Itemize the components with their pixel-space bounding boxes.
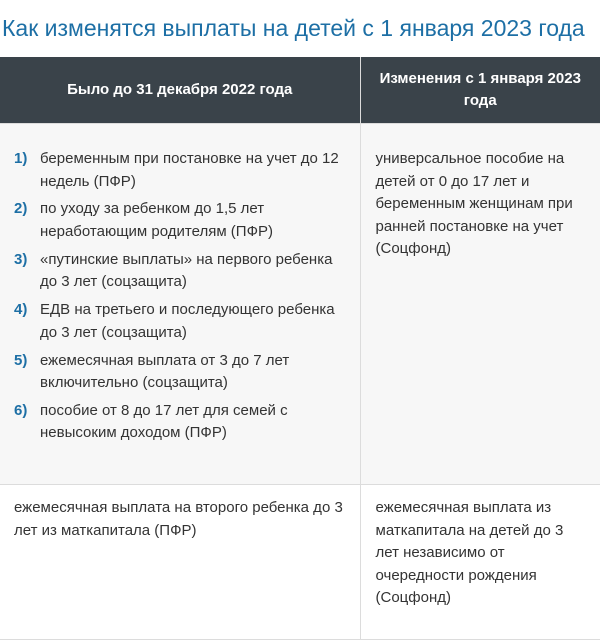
table-header-row [0,57,600,124]
list-item-text: по уходу за ребенком до 1,5 лет неработающим родителям (ПФР) [40,200,273,240]
list-item [14,148,350,193]
list-item-text: «путинские выплаты» на первого ребенка до 3 лет (соцзащита) [40,250,333,291]
cell-after-matcapital: ежемесячная выплата из маткапитала на детей до 3 лет независимо от очередности рождения (Соцфонд) [360,485,600,640]
list-item [14,350,350,395]
table-row [0,124,600,485]
page-title: Как изменятся выплаты на детей с 1 января 2023 года [2,15,585,41]
list-item [14,249,350,294]
list-item-text: ежемесячная выплата от 3 до 7 лет включительно (соцзащита) [40,351,290,392]
list-item-number: 2) [14,200,28,218]
list-item-text: пособие от 8 до 17 лет для семей с невысоким доходом (ПФР) [40,401,288,442]
list-item-number: 1) [14,150,28,167]
header-after: Изменения с 1 января 2023 года [360,57,600,124]
benefits-list [14,148,350,445]
list-item-number: 3) [14,250,28,268]
list-item-number: 4) [14,301,28,319]
list-item [14,400,350,445]
list-item [14,299,350,344]
table-row [0,485,600,640]
cell-after-universal: универсальное пособие на детей от 0 до 17 лет и беременным женщинам при ранней постановке на учет (Соцфонд) [360,124,600,485]
list-item [14,198,350,243]
list-item-text: беременным при постановке на учет до 12 недель (ПФР) [40,150,339,190]
list-item-number: 5) [14,351,28,369]
list-item-text: ЕДВ на третьего и последующего ребенка до 3 лет (соцзащита) [40,301,335,341]
benefits-comparison-table [0,57,600,640]
list-item-number: 6) [14,401,28,419]
cell-before-list [0,124,360,485]
cell-before-matcapital: ежемесячная выплата на второго ребенка до 3 лет из маткапитала (ПФР) [0,485,360,640]
header-before: Было до 31 декабря 2022 года [0,57,360,124]
